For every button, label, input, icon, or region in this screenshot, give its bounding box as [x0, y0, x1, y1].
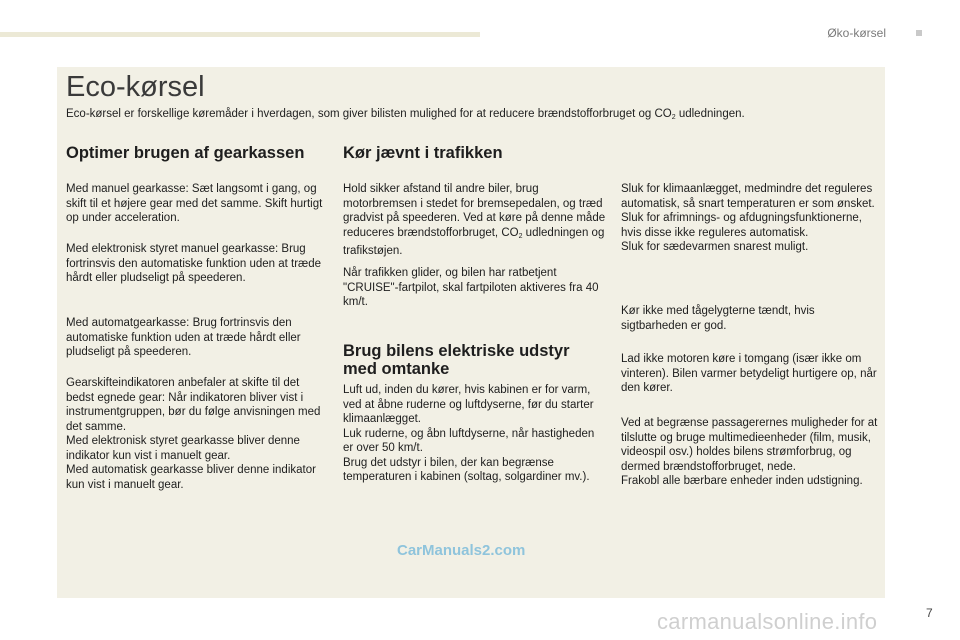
paragraph: Med elektronisk styret manuel gearkasse: Brug fortrinsvis den automatiske funktion uden at træde hårdt eller pludseligt på speederen.	[66, 243, 322, 284]
page-number: 7	[926, 606, 933, 620]
paragraph-group	[343, 383, 607, 485]
paragraph-group	[621, 182, 883, 255]
paragraph: Med automatisk gearkasse bliver denne indikator kun vist i manuelt gear.	[66, 464, 316, 491]
section-marker	[916, 30, 922, 36]
paragraph: Med automatgearkasse: Brug fortrinsvis den automatiske funktion uden at træde hårdt eller pludseligt på speederen.	[66, 317, 301, 358]
paragraph: Med manuel gearkasse: Sæt langsomt i gang, og skift til et højere gear med det samme. Skift hurtigt op under acceleration.	[66, 183, 323, 224]
paragraph: Med elektronisk styret gearkasse bliver denne indikator kun vist i manuelt gear.	[66, 435, 300, 462]
header-accent-bar	[0, 32, 480, 37]
intro-text: Eco-kørsel er forskellige køremåder i hverdagen, som giver bilisten mulighed for at reducere brændstofforbruget og $CO_2$ udledningen.	[66, 108, 745, 121]
footer-watermark: carmanualsonline.info	[657, 609, 878, 634]
paragraph: Gearskifteindikatoren anbefaler at skifte til det bedst egnede gear: Når indikatoren bliver vist i instrumentgruppen, bør du følge anvisningen med det samme.	[66, 377, 321, 433]
paragraph: Kør ikke med tågelygterne tændt, hvis sigtbarheden er god.	[621, 305, 815, 332]
heading-electrical: Brug bilens elektriske udstyr med omtanke	[343, 342, 570, 378]
paragraph: Brug det udstyr i bilen, der kan begrænse temperaturen i kabinen (soltag, solgardiner mv.).	[343, 456, 590, 483]
heading-traffic: Kør jævnt i trafikken	[343, 144, 503, 162]
heading-gearbox: Optimer brugen af gearkassen	[66, 144, 305, 162]
page-title: Eco-kørsel	[66, 71, 205, 103]
watermark-link[interactable]: CarManuals2.com	[397, 542, 526, 559]
paragraph: Sluk for klimaanlægget, medmindre det reguleres automatisk, så snart temperaturen er som ønsket.	[621, 183, 875, 210]
section-title: Øko-kørsel	[827, 26, 886, 40]
paragraph: Hold sikker afstand til andre biler, brug motorbremsen i stedet for bremsepedalen, og træd gradvist på speederen. Ved at køre på denne måde reduceres brændstofforbruget, $CO_2$ udledningen og trafikstøjen.	[343, 183, 606, 257]
paragraph: Sluk for sædevarmen snarest muligt.	[621, 241, 809, 253]
paragraph: Luft ud, inden du kører, hvis kabinen er for varm, ved at åbne ruderne og luftdyserne, før du starter klimaanlægget.	[343, 384, 594, 425]
paragraph: Ved at begrænse passagerernes muligheder for at tilslutte og bruge multimedieenheder (film, musik, videospil osv.) holdes bilens strømforbrug, og dermed brændstofforbruget, nede.	[621, 417, 878, 473]
paragraph: Luk ruderne, og åbn luftdyserne, når hastigheden er over 50 km/t.	[343, 427, 595, 454]
paragraph-group	[621, 416, 883, 489]
paragraph: Sluk for afrimnings- og afdugningsfunktionerne, hvis disse ikke reguleres automatisk.	[621, 212, 863, 239]
paragraph: Når trafikken glider, og bilen har ratbetjent "CRUISE"-fartpilot, skal fartpiloten aktiveres fra 40 km/t.	[343, 267, 599, 308]
paragraph: Lad ikke motoren køre i tomgang (især ikke om vinteren). Bilen varmer betydeligt hurtigere op, når den kører.	[621, 353, 877, 394]
paragraph-group	[66, 376, 328, 492]
paragraph: Frakobl alle bærbare enheder inden udstigning.	[621, 475, 863, 487]
